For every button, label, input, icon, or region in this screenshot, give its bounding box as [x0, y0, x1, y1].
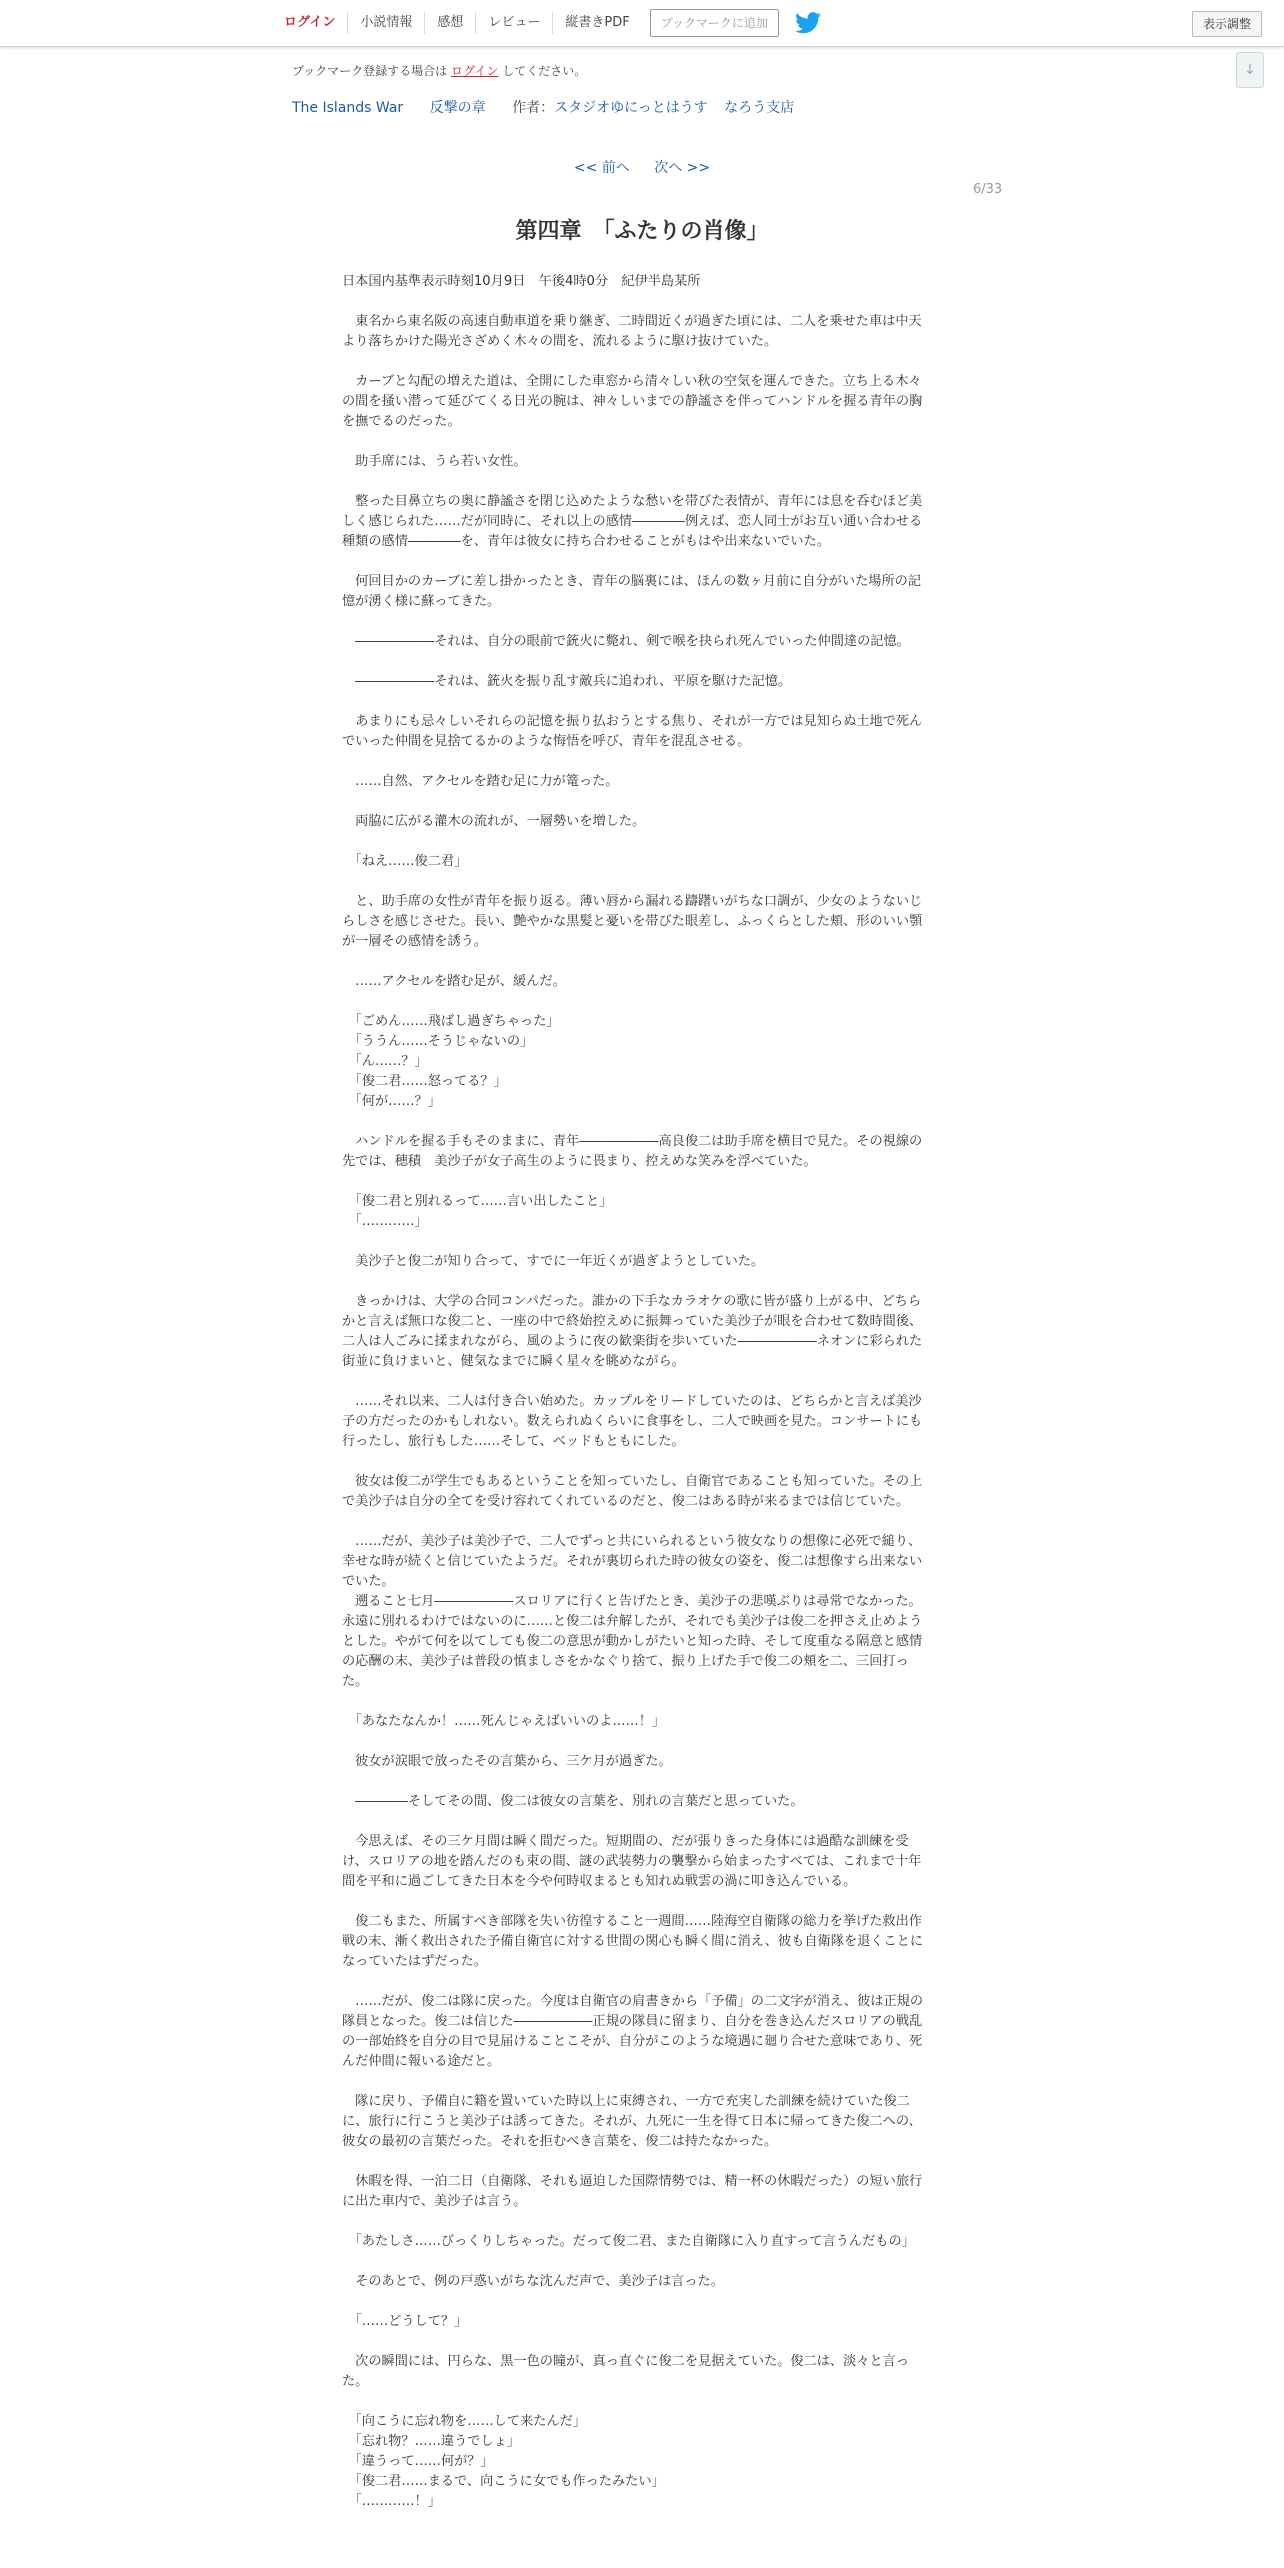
- page-count: 6/33: [973, 182, 1003, 197]
- paragraph: 「……どうして？」: [342, 2314, 468, 2329]
- breadcrumb: [292, 97, 816, 117]
- paragraph: 「あなたなんか！……死んじゃえばいいのよ……！」: [342, 1714, 666, 1729]
- global-nav: [272, 0, 821, 46]
- paragraph: 助手席には、うら若い女性。: [342, 454, 527, 469]
- nav-vertical-pdf[interactable]: 縦書きPDF: [552, 12, 641, 34]
- paragraph: 「俊二君と別れるって……言い出したこと」 「…………」: [355, 1194, 613, 1229]
- paragraph: 俊二もまた、所属すべき部隊を失い彷徨すること一週間……陸海空自衛隊の総力を挙げた救出作戦の末、漸く救出された予備自衛官に対する世間の関心も瞬く間に消え、彼も自衛隊を退くことになっていたはずだった。: [342, 1914, 924, 1969]
- twitter-icon[interactable]: [795, 12, 821, 34]
- paragraph: 日本国内基準表示時刻10月9日 午後4時0分 紀伊半島某所: [342, 274, 701, 289]
- paragraph: あまりにも忌々しいそれらの記憶を振り払おうとする焦り、それが一方では見知らぬ土地で死んでいった仲間を見捨てるかのような悔悟を呼び、青年を混乱させる。: [342, 714, 923, 749]
- novel-title-link[interactable]: The Islands War: [292, 100, 404, 116]
- paragraph: 整った目鼻立ちの奥に静謐さを閉じ込めたような愁いを帯びた表情が、青年には息を呑むほど美しく感じられた……だが同時に、それ以上の感情――――例えば、恋人同士がお互い通い合わせる種類の感情――――を、青年は彼女に持ち合わせることがもはや出来ないでいた。: [342, 494, 923, 549]
- paragraph: 「ごめん……飛ばし過ぎちゃった」 「ううん……そうじゃないの」 「ん……？」 「俊二君……怒ってる？」 「何が……？」: [355, 1014, 560, 1109]
- branch-link[interactable]: なろう支店: [724, 100, 795, 116]
- login-note-after: してください。: [502, 64, 587, 78]
- paragraph: 彼女が涙眼で放ったその言葉から、三ケ月が過ぎた。: [342, 1754, 672, 1769]
- chapter-group-link[interactable]: 反撃の章: [429, 100, 486, 116]
- paragraph: 隊に戻り、予備自に籍を置いていた時以上に束縛され、一方で充実した訓練を続けていた俊二に、旅行に行こうと美沙子は誘ってきた。それが、九死に一生を得て日本に帰ってきた俊二への、彼女の最初の言葉だった。それを拒むべき言葉を、俊二は持たなかった。: [342, 2094, 922, 2149]
- author-link[interactable]: スタジオゆにっとはうす: [554, 100, 708, 116]
- nav-impressions[interactable]: 感想: [424, 12, 475, 34]
- nav-novel-info[interactable]: 小説情報: [347, 12, 424, 34]
- login-note: [292, 62, 586, 79]
- chapter-title: 第四章 「ふたりの肖像」: [515, 219, 769, 244]
- paragraph: 彼女は俊二が学生でもあるということを知っていたし、自衛官であることも知っていた。その上で美沙子は自分の全てを受け容れてくれているのだと、俊二はある時が来るまでは信じていた。: [342, 1474, 923, 1509]
- paragraph: ――――――それは、自分の眼前で銃火に斃れ、剣で喉を抉られ死んでいった仲間達の記憶。: [342, 634, 910, 649]
- paragraph: 東名から東名阪の高速自動車道を乗り継ぎ、二時間近くが過ぎた頃には、二人を乗せた車は中天より落ちかけた陽光さざめく木々の間を、流れるように駆け抜けていた。: [342, 314, 922, 349]
- next-link[interactable]: 次へ >>: [654, 160, 711, 176]
- paragraph: 「ねえ……俊二君」: [342, 854, 468, 869]
- top-header: [0, 0, 1284, 47]
- paragraph: 休暇を得、一泊二日（自衛隊、それも逼迫した国際情勢では、精一杯の休暇だった）の短い旅行に出た車内で、美沙子は言う。: [342, 2174, 923, 2209]
- paragraph: ――――そしてその間、俊二は彼女の言葉を、別れの言葉だと思っていた。: [342, 1794, 804, 1809]
- author-label: 作者：: [512, 100, 555, 116]
- paragraph: ……自然、アクセルを踏む足に力が篭った。: [342, 774, 619, 789]
- paragraph: カーブと勾配の増えた道は、全開にした車窓から清々しい秋の空気を運んできた。立ち上る木々の間を掻い潜って延びてくる日光の腕は、神々しいまでの静謐さを伴ってハンドルを握る青年の胸を撫でるのだった。: [342, 374, 923, 429]
- paragraph: 何回目かのカーブに差し掛かったとき、青年の脳裏には、ほんの数ヶ月前に自分がいた場所の記憶が湧く様に蘇ってきた。: [342, 574, 922, 609]
- nav-review[interactable]: レビュー: [475, 12, 552, 34]
- paragraph: ……だが、俊二は隊に戻った。今度は自衛官の肩書きから「予備」の二文字が消え、彼は正規の隊員となった。俊二は信じた――――――正規の隊員に留まり、自分を巻き込んだスロリアの戦乱の一部始終を自分の目で見届けることこそが、自分がこのような境遇に廻り合せた意味であり、死んだ仲間に報いる途だと。: [342, 1994, 924, 2069]
- paragraph: 両脇に広がる灌木の流れが、一層勢いを増した。: [342, 814, 646, 829]
- paragraph: と、助手席の女性が青年を振り返る。薄い唇から漏れる躊躇いがちな口調が、少女のようないじらしさを感じさせた。長い、艶やかな黒髪と憂いを帯びた眼差し、ふっくらとした頬、形のいい顎が一層その感情を誘う。: [342, 894, 923, 949]
- login-note-before: ブックマーク登録する場合は: [292, 64, 448, 78]
- display-adjust-button[interactable]: 表示調整: [1192, 11, 1262, 37]
- paragraph: ……アクセルを踏む足が、緩んだ。: [342, 974, 566, 989]
- paragraph: ――――――それは、銃火を振り乱す敵兵に追われ、平原を駆けた記憶。: [342, 674, 792, 689]
- paragraph: 今思えば、その三ケ月間は瞬く間だった。短期間の、だが張りきった身体には過酷な訓練を受け、スロリアの地を踏んだのも束の間、謎の武装勢力の襲撃から始まったすべては、これまで十年間を平和に過ごしてきた日本を今や何時収まるとも知れぬ戦雲の渦に叩き込んでいる。: [342, 1834, 922, 1889]
- paragraph: 次の瞬間には、円らな、黒一色の瞳が、真っ直ぐに俊二を見据えていた。俊二は、淡々と言った。: [342, 2354, 910, 2389]
- paragraph: ……だが、美沙子は美沙子で、二人でずっと共にいられるという彼女なりの想像に必死で縋り、幸せな時が続くと信じていたようだ。それが裏切られた時の彼女の姿を、俊二は想像すら出来ないでいた。 遡ること七月――――――スロリアに行くと告げたとき、美沙子の悲嘆ぶりは尋常でなかった。永遠に別れるわけではないのに……と俊二は弁解したが、それでも美沙子は俊二を押さえ止めようとした。やがて何を以てしても俊二の意思が動かしがたいと知った時、そして度重なる隔意と感情の応酬の末、美沙子は普段の慎ましさをかなぐり捨て、振り上げた手で俊二の頬を二、三回打った。: [342, 1534, 923, 1689]
- add-bookmark-button[interactable]: ブックマークに追加: [650, 9, 779, 37]
- paragraph: ……それ以来、二人は付き合い始めた。カップルをリードしていたのは、どちらかと言えば美沙子の方だったのかもしれない。数えられぬくらいに食事をし、二人で映画を見た。コンサートにも行ったし、旅行もした……そして、ベッドもともにした。: [342, 1394, 923, 1449]
- nav-login[interactable]: ログイン: [284, 15, 336, 30]
- paragraph: そのあとで、例の戸惑いがちな沈んだ声で、美沙子は言った。: [342, 2274, 724, 2289]
- prev-link[interactable]: << 前へ: [573, 160, 630, 176]
- paragraph: 「あたしさ……びっくりしちゃった。だって俊二君、また自衛隊に入り直すって言うんだもの」: [342, 2234, 915, 2249]
- chapter-pager: [0, 157, 1284, 177]
- scroll-down-button[interactable]: ↓: [1236, 52, 1264, 88]
- login-note-link[interactable]: ログイン: [451, 64, 499, 78]
- paragraph: 美沙子と俊二が知り合って、すでに一年近くが過ぎようとしていた。: [342, 1254, 765, 1269]
- paragraph: ハンドルを握る手もそのままに、青年――――――高良俊二は助手席を横目で見た。その視線の先では、穂積 美沙子が女子高生のように畏まり、控えめな笑みを浮べていた。: [342, 1134, 923, 1169]
- novel-body: [342, 272, 932, 2532]
- paragraph: 「向こうに忘れ物を……して来たんだ」 「忘れ物？……違うでしょ」 「違うって……何が？」 「俊二君……まるで、向こうに女でも作ったみたい」 「…………！」: [355, 2414, 665, 2509]
- paragraph: きっかけは、大学の合同コンパだった。誰かの下手なカラオケの歌に皆が盛り上がる中、どちらかと言えば無口な俊二と、一座の中で終始控えめに振舞っていた美沙子が眼を合わせて数時間後、二人は人ごみに揉まれながら、風のように夜の歓楽街を歩いていた――――――ネオンに彩られた街並に負けまいと、健気なまでに瞬く星々を眺めながら。: [342, 1294, 923, 1369]
